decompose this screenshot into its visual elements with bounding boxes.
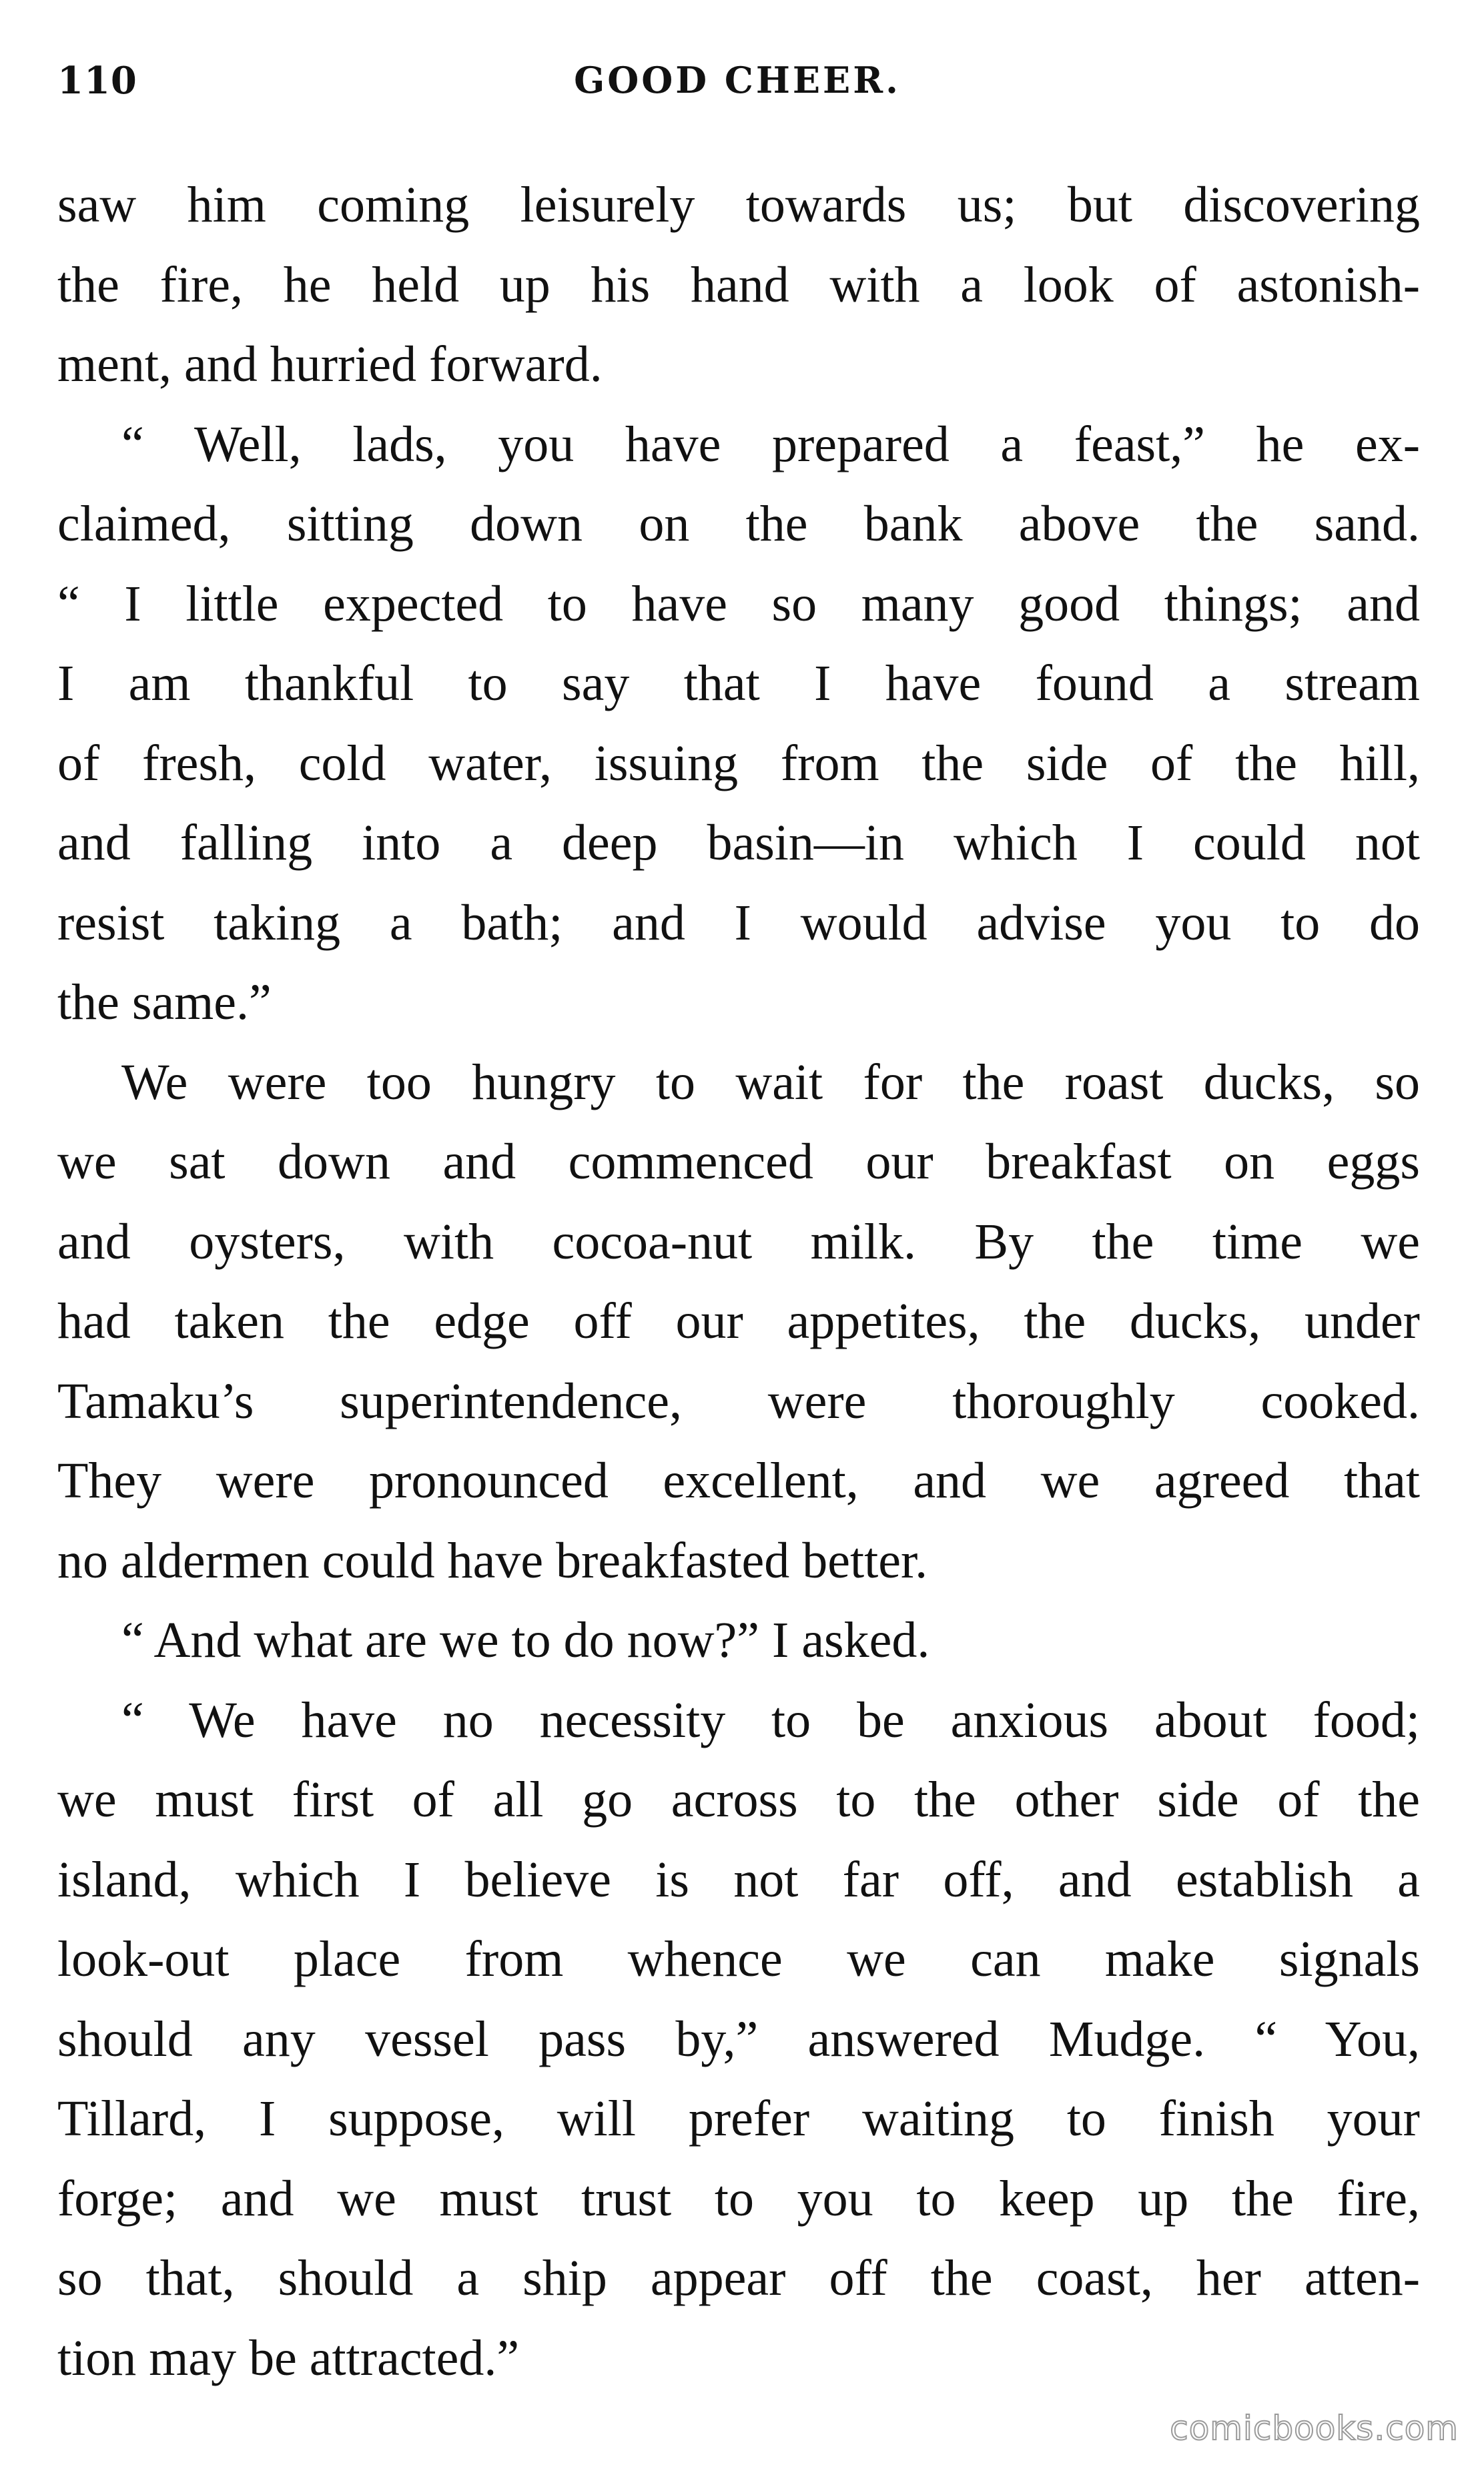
text-line: claimed, sitting down on the bank above the sand. <box>57 496 1420 552</box>
text-line: ment, and hurried forward. <box>57 336 603 392</box>
text-line: tion may be attracted.” <box>57 2330 520 2386</box>
text-line: no aldermen could have breakfasted better. <box>57 1532 928 1589</box>
body-text <box>57 165 1420 2398</box>
text-line: island, which I believe is not far off, and establish a <box>57 1851 1420 1908</box>
text-line: and oysters, with cocoa-nut milk. By the time we <box>57 1213 1420 1270</box>
text-line: the fire, he held up his hand with a look of astonish- <box>57 256 1420 313</box>
text-line: the same.” <box>57 974 272 1030</box>
text-line: They were pronounced excellent, and we agreed that <box>57 1453 1420 1509</box>
text-line: Tamaku’s superintendence, were thoroughly cooked. <box>57 1373 1420 1429</box>
text-line: of fresh, cold water, issuing from the side of the hill, <box>57 735 1420 791</box>
text-line: Tillard, I suppose, will prefer waiting to finish your <box>57 2091 1420 2147</box>
text-line: had taken the edge off our appetites, the ducks, under <box>57 1293 1420 1349</box>
text-line: forge; and we must trust to you to keep up the fire, <box>57 2170 1420 2227</box>
text-line: and falling into a deep basin—in which I could not <box>57 815 1420 871</box>
text-line: should any vessel pass by,” answered Mudge. “ You, <box>57 2011 1420 2067</box>
text-line: “ We have no necessity to be anxious about food; <box>121 1692 1420 1748</box>
text-line: saw him coming leisurely towards us; but discovering <box>57 177 1420 233</box>
running-title: GOOD CHEER. <box>574 59 901 101</box>
page-number: 110 <box>57 59 137 103</box>
text-line: resist taking a bath; and I would advise you to do <box>57 894 1420 951</box>
text-line: I am thankful to say that I have found a stream <box>57 655 1420 711</box>
text-line: look-out place from whence we can make signals <box>57 1931 1420 1987</box>
text-line: “ And what are we to do now?” I asked. <box>121 1612 930 1668</box>
text-line: we sat down and commenced our breakfast on eggs <box>57 1134 1420 1190</box>
text-line: “ Well, lads, you have prepared a feast,” he ex- <box>121 416 1420 472</box>
text-line: We were too hungry to wait for the roast ducks, so <box>121 1054 1420 1110</box>
text-line: so that, should a ship appear off the coast, her atten- <box>57 2250 1420 2306</box>
watermark: comicbooks.com <box>1170 2409 1459 2448</box>
page-header <box>57 59 1417 112</box>
text-line: we must first of all go across to the other side of the <box>57 1772 1420 1828</box>
text-line: “ I little expected to have so many good things; and <box>57 575 1420 632</box>
